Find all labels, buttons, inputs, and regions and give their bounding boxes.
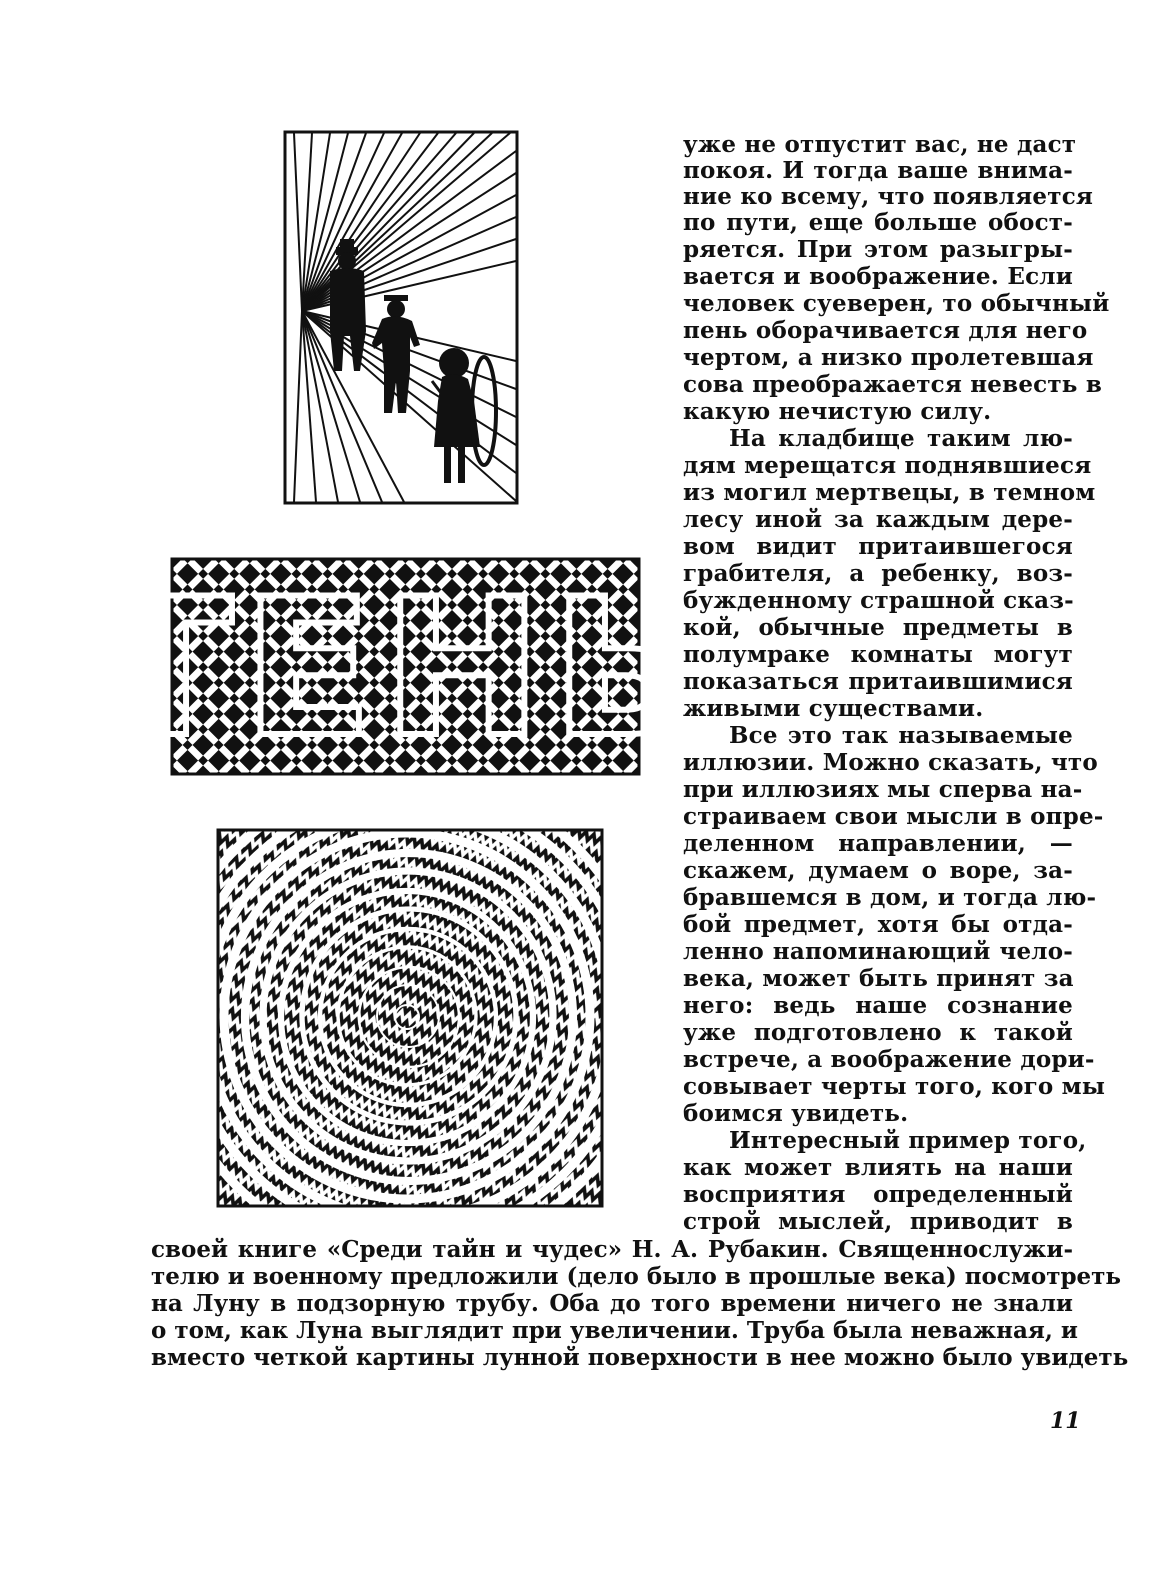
- text-line: бой предмет, хотя бы отда-: [683, 911, 1073, 938]
- text-line: лесу иной за каждым дере-: [683, 506, 1073, 533]
- spiral-illustration: [217, 829, 603, 1207]
- text-line: него: ведь наше сознание: [683, 992, 1073, 1019]
- text-line: как может влиять на наши: [683, 1154, 1073, 1181]
- text-line: кой, обычные предметы в: [683, 614, 1073, 641]
- text-line: о том, как Луна выглядит при увеличении. Труба была неважная, и: [151, 1317, 1078, 1344]
- text-line: при иллюзиях мы сперва на-: [683, 776, 1083, 803]
- text-line: строй мыслей, приводит в: [683, 1208, 1073, 1235]
- text-line: вместо четкой картины лунной поверхности в нее можно было увидеть: [151, 1344, 1129, 1371]
- text-line: деленном направлении, —: [683, 830, 1073, 857]
- text-line: Интересный пример того,: [729, 1127, 1087, 1154]
- shadow-word-figure: [103, 558, 707, 779]
- text-line: На кладбище таким лю-: [729, 425, 1073, 452]
- text-line: сова преображается невесть в: [683, 371, 1103, 398]
- text-line: пень оборачивается для него: [683, 317, 1088, 344]
- text-line: встрече, а воображение дори-: [683, 1046, 1095, 1073]
- page-number: 11: [1050, 1408, 1081, 1434]
- silhouettes-figure: [284, 131, 518, 504]
- text-line: ленно напоминающий чело-: [683, 938, 1073, 965]
- text-line: дям мерещатся поднявшиеся: [683, 452, 1092, 479]
- text-line: совывает черты того, кого мы: [683, 1073, 1106, 1100]
- text-line: показаться притаившимися: [683, 668, 1073, 695]
- text-line: боимся увидеть.: [683, 1100, 909, 1127]
- text-line: своей книге «Среди тайн и чудес» Н. А. Рубакин. Священнослужи-: [151, 1236, 1073, 1263]
- text-line: живыми существами.: [683, 695, 984, 722]
- text-line: из могил мертвецы, в темном: [683, 479, 1096, 506]
- text-line: по пути, еще больше обост-: [683, 209, 1073, 236]
- text-line: телю и военному предложили (дело было в прошлые века) посмотреть: [151, 1263, 1122, 1290]
- shadow-word: ТЕНЬ: [103, 558, 707, 779]
- spiral-figure: [217, 829, 603, 1207]
- text-line: скажем, думаем о воре, за-: [683, 857, 1073, 884]
- text-line: чертом, а низко пролетевшая: [683, 344, 1094, 371]
- text-line: ряется. При этом разыгры-: [683, 236, 1073, 263]
- text-line: какую нечистую силу.: [683, 398, 992, 425]
- shadow-word-illustration: [103, 558, 707, 779]
- text-line: человек суеверен, то обычный: [683, 290, 1110, 317]
- text-line: на Луну в подзорную трубу. Оба до того времени ничего не знали: [151, 1290, 1073, 1317]
- text-line: ние ко всему, что появляется: [683, 183, 1094, 210]
- text-line: века, может быть принят за: [683, 965, 1074, 992]
- text-line: вается и воображение. Если: [683, 263, 1073, 290]
- text-line: грабителя, а ребенку, воз-: [683, 560, 1073, 587]
- text-line: уже не отпустит вас, не даст: [683, 131, 1077, 158]
- text-line: иллюзии. Можно сказать, что: [683, 749, 1098, 776]
- text-line: бравшемся в дом, и тогда лю-: [683, 884, 1097, 911]
- text-line: покоя. И тогда ваше внима-: [683, 157, 1073, 184]
- text-line: бужденному страшной сказ-: [683, 587, 1074, 614]
- silhouettes-illustration: [284, 131, 518, 504]
- text-line: полумраке комнаты могут: [683, 641, 1073, 668]
- text-line: Все это так называемые: [729, 722, 1073, 749]
- text-line: уже подготовлено к такой: [683, 1019, 1073, 1046]
- text-line: страиваем свои мысли в опре-: [683, 803, 1104, 830]
- text-line: восприятия определенный: [683, 1181, 1073, 1208]
- text-line: вом видит притаившегося: [683, 533, 1073, 560]
